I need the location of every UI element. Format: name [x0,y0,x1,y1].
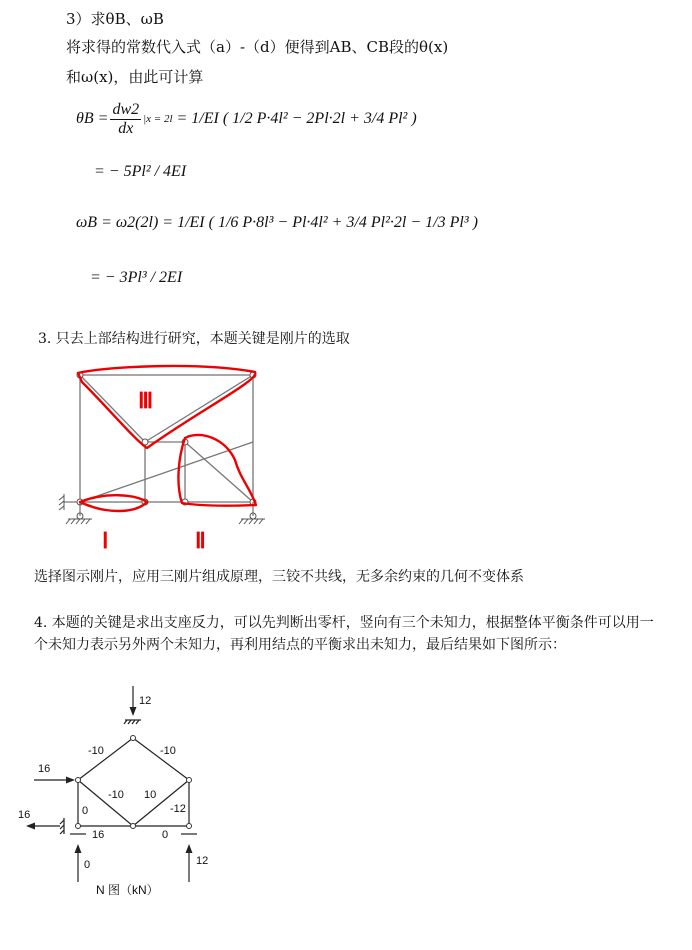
member-force: -12 [170,803,186,815]
diagram-caption: N 图（kN） [96,883,159,897]
member-force: -10 [108,789,124,801]
equation-omega-b [76,200,478,246]
section-heading: 3）求θB、ωB [66,10,164,28]
text-line: 和ω(x)，由此可计算 [66,68,204,86]
member-force: 0 [82,805,89,817]
truss-force-diagram-q4 [16,684,246,900]
equation-result: = − 3Pl³ / 2EI [90,269,183,286]
eq-lhs: θB = [76,110,109,127]
equation-result: = − 5Pl² / 4EI [94,163,187,180]
member-force: 16 [92,829,105,841]
eq-lhs: ωB = ω2(2l) [76,214,159,231]
text-line: 将求得的常数代入式（a）-（d）便得到AB、CB段的θ(x) [66,38,449,56]
reaction-label: 0 [84,859,91,871]
eq-rhs: = 1/EI ( 1/2 P·4l² − 2Pl·2l + 3/4 Pl² ) [176,110,417,127]
reaction-label: 16 [18,809,31,821]
load-label: 16 [38,763,51,775]
eq-rhs: = 1/EI ( 1/6 P·8l³ − Pl·4l² + 3/4 Pl²·2l − 1/3 Pl³ ) [162,214,478,231]
derivative: $\frac{dw2}{dx}$ [112,100,140,137]
member-force: 10 [144,789,157,801]
reaction-label: 12 [196,855,209,867]
truss-diagram-q3 [50,360,300,560]
eval-bar: |x = 2l [143,113,173,125]
equation-theta-b [76,96,417,142]
member-force: -10 [160,745,176,757]
member-force: -10 [88,745,104,757]
load-label: 12 [139,695,152,707]
rigid-body-label-III: Ⅲ [138,388,154,413]
conclusion-text: 选择图示刚片，应用三刚片组成原理，三铰不共线，无多余约束的几何不变体系 [34,569,524,585]
rigid-body-label-II: Ⅱ [195,528,206,553]
rigid-body-label-I: Ⅰ [102,528,109,553]
member-force: 0 [162,829,169,841]
question-title: 3. 只去上部结构进行研究，本题关键是刚片的选取 [38,331,350,347]
question-text: 4. 本题的关键是求出支座反力，可以先判断出零杆，竖向有三个未知力，根据整体平衡条件可以用一个未知力表示另外两个未知力，再利用结点的平衡求出未知力，最后结果如下图所示： [34,615,654,653]
